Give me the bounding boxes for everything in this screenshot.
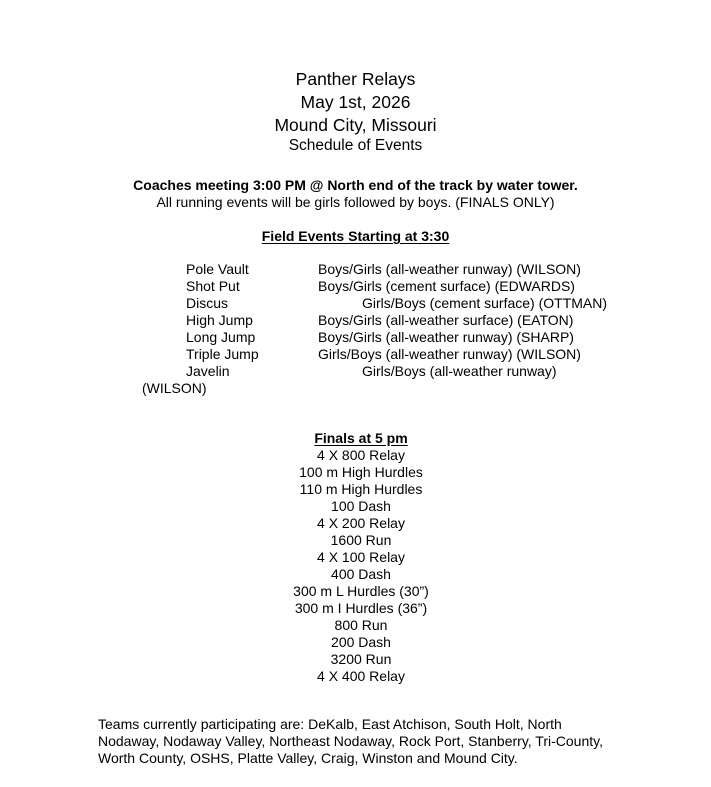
page-title: Panther Relays — [295, 69, 416, 89]
field-events-heading: Field Events Starting at 3:30 — [261, 228, 450, 244]
field-event-name: Discus — [186, 295, 229, 311]
event-location: Mound City, Missouri — [274, 115, 437, 135]
final-event: 1600 Run — [330, 532, 392, 548]
final-event: 3200 Run — [330, 651, 392, 667]
final-event: 300 m I Hurdles (36”) — [294, 600, 428, 616]
final-event: 4 X 100 Relay — [317, 549, 405, 565]
final-event: 200 Dash — [331, 634, 391, 650]
final-event: 100 Dash — [331, 498, 391, 514]
field-event-name: Long Jump — [186, 329, 256, 345]
participating-teams: Teams currently participating are: DeKalb, East Atchison, South Holt, North Nodaway, Nodaway Valley, Northeast Nodaway, Rock Port, Stanberry, Tri-County, Worth County, OSHS, Platte Valley, Craig, Winston and Mound City. — [98, 716, 603, 766]
event-date: May 1st, 2026 — [300, 92, 411, 112]
final-event: 800 Run — [334, 617, 388, 633]
field-event-detail: Boys/Girls (cement surface) (EDWARDS) — [318, 278, 575, 294]
coaches-meeting-note: Coaches meeting 3:00 PM @ North end of the track by water tower. — [133, 177, 578, 193]
running-events-note: All running events will be girls followed by boys. (FINALS ONLY) — [156, 194, 555, 210]
javelin-official-wrap: (WILSON) — [142, 380, 207, 396]
field-event-name: Shot Put — [186, 278, 240, 294]
final-event: 400 Dash — [331, 566, 391, 582]
field-event-detail: Girls/Boys (all-weather runway) — [362, 363, 557, 379]
field-event-detail: Girls/Boys (all-weather runway) (WILSON) — [318, 346, 581, 362]
final-event: 4 X 200 Relay — [317, 515, 405, 531]
final-event: 4 X 800 Relay — [317, 447, 405, 463]
field-event-detail: Boys/Girls (all-weather runway) (WILSON) — [318, 261, 581, 277]
final-event: 4 X 400 Relay — [317, 668, 405, 684]
schedule-subtitle: Schedule of Events — [288, 137, 423, 154]
field-event-detail: Boys/Girls (all-weather surface) (EATON) — [318, 312, 574, 328]
field-event-detail: Boys/Girls (all-weather runway) (SHARP) — [318, 329, 574, 345]
field-event-name: Triple Jump — [186, 346, 259, 362]
field-event-detail: Girls/Boys (cement surface) (OTTMAN) — [362, 295, 608, 311]
field-event-name: Javelin — [186, 363, 230, 379]
field-event-name: Pole Vault — [186, 261, 249, 277]
finals-heading: Finals at 5 pm — [314, 430, 408, 446]
field-event-name: High Jump — [186, 312, 253, 328]
final-event: 110 m High Hurdles — [299, 481, 423, 497]
final-event: 100 m High Hurdles — [299, 464, 423, 480]
final-event: 300 m L Hurdles (30”) — [293, 583, 429, 599]
